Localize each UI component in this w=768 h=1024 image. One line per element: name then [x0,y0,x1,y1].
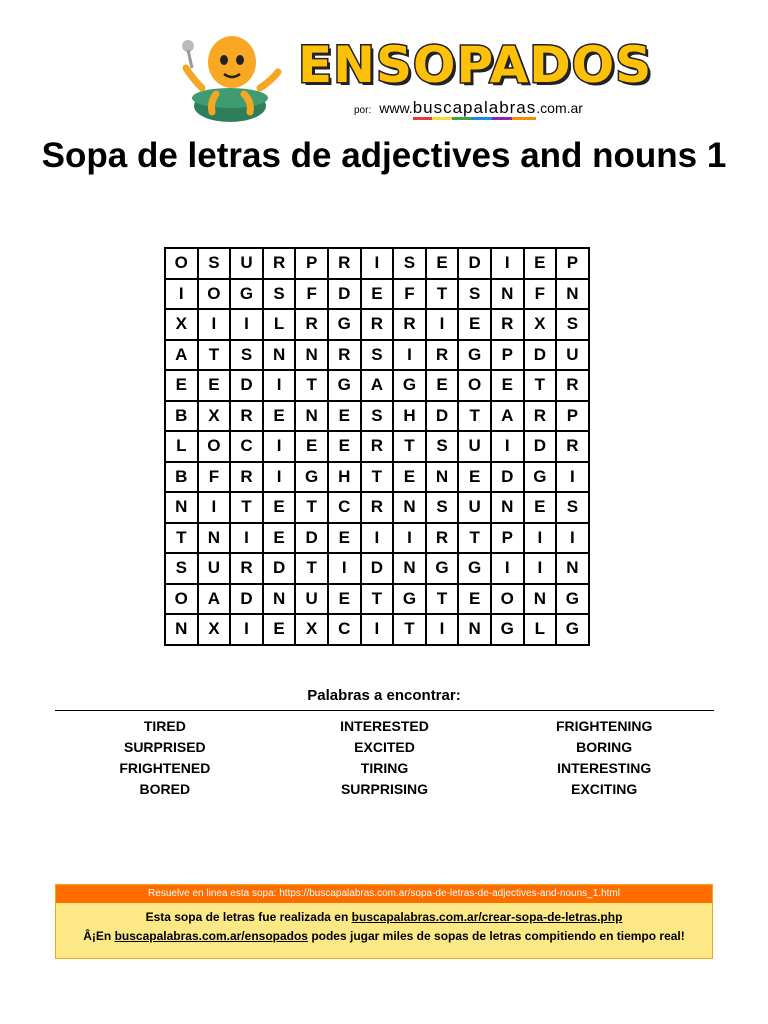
grid-cell[interactable]: E [458,309,491,340]
grid-cell[interactable]: S [426,492,459,523]
divider [55,710,714,711]
words-heading: Palabras a encontrar: [307,687,461,704]
grid-cell[interactable]: D [295,523,328,554]
grid-cell[interactable]: I [361,248,394,279]
grid-cell[interactable]: I [393,523,426,554]
url-suffix: .com.ar [536,100,583,116]
grid-cell[interactable]: N [491,279,524,310]
grid-cell[interactable]: T [524,370,557,401]
grid-cell[interactable]: I [230,309,263,340]
grid-cell[interactable]: E [198,370,231,401]
ensopados-logo [298,34,653,134]
word-item: TIRING [360,760,409,776]
grid-row [165,584,589,615]
grid-cell[interactable]: E [491,370,524,401]
footer-line-ensopados [56,929,712,943]
octopus-mascot-icon [182,28,282,124]
grid-cell[interactable]: P [491,523,524,554]
grid-cell[interactable]: U [458,492,491,523]
grid-cell[interactable]: N [165,614,198,645]
grid-cell[interactable]: H [328,462,361,493]
grid-row [165,401,589,432]
grid-row [165,309,589,340]
grid-cell[interactable]: A [491,401,524,432]
grid-cell[interactable]: N [458,614,491,645]
grid-cell[interactable]: E [328,401,361,432]
grid-cell[interactable]: T [361,584,394,615]
grid-cell[interactable]: E [458,462,491,493]
grid-cell[interactable]: E [328,431,361,462]
grid-cell[interactable]: O [165,584,198,615]
grid-cell[interactable]: E [393,462,426,493]
grid-cell[interactable]: I [198,492,231,523]
grid-cell[interactable]: D [361,553,394,584]
grid-cell[interactable]: E [426,248,459,279]
grid-cell[interactable]: S [426,431,459,462]
grid-cell[interactable]: G [556,584,589,615]
grid-cell[interactable]: C [328,614,361,645]
grid-cell[interactable]: T [230,492,263,523]
grid-cell[interactable]: D [524,340,557,371]
grid-cell[interactable]: O [198,279,231,310]
grid-cell[interactable]: E [295,431,328,462]
grid-cell[interactable]: N [263,340,296,371]
grid-cell[interactable]: N [263,584,296,615]
grid-cell[interactable]: G [393,370,426,401]
grid-cell[interactable]: I [556,523,589,554]
grid-cell[interactable]: E [361,279,394,310]
grid-cell[interactable]: D [524,431,557,462]
grid-cell[interactable]: I [263,462,296,493]
grid-cell[interactable]: D [230,584,263,615]
grid-cell[interactable]: N [393,553,426,584]
grid-cell[interactable]: L [263,309,296,340]
grid-cell[interactable]: T [458,401,491,432]
grid-cell[interactable]: N [556,553,589,584]
por-label: por: [354,105,372,116]
logo-text: ENSOPADOS [298,36,653,94]
grid-cell[interactable]: N [491,492,524,523]
word-item: FRIGHTENING [555,718,653,734]
footer-line1-text: Esta sopa de letras fue realizada en [145,910,352,924]
word-item: BORED [139,781,191,797]
grid-cell[interactable]: R [361,309,394,340]
grid-cell[interactable]: E [263,614,296,645]
footer-box [55,884,713,959]
grid-cell[interactable]: D [230,370,263,401]
grid-cell[interactable]: N [524,584,557,615]
page-title: Sopa de letras de adjectives and nouns 1 [41,136,727,175]
grid-cell[interactable]: E [263,523,296,554]
grid-cell[interactable]: R [230,462,263,493]
grid-cell[interactable]: T [393,614,426,645]
grid-cell[interactable]: I [491,431,524,462]
word-item: INTERESTED [340,718,429,734]
grid-cell[interactable]: B [165,462,198,493]
grid-cell[interactable]: N [295,340,328,371]
grid-cell[interactable]: E [263,492,296,523]
footer-line2-suffix: podes jugar miles de sopas de letras compitiendo en tiempo real! [307,929,685,943]
grid-cell[interactable]: P [491,340,524,371]
grid-cell[interactable]: S [556,309,589,340]
word-item: BORING [576,739,633,755]
grid-cell[interactable]: S [458,279,491,310]
grid-cell[interactable]: T [361,462,394,493]
grid-cell[interactable]: T [295,370,328,401]
grid-cell[interactable]: R [328,340,361,371]
grid-cell[interactable]: I [165,279,198,310]
grid-cell[interactable]: O [458,370,491,401]
grid-cell[interactable]: I [361,614,394,645]
grid-cell[interactable]: I [491,248,524,279]
grid-row [165,279,589,310]
grid-cell[interactable]: T [295,553,328,584]
grid-cell[interactable]: R [524,401,557,432]
word-item: EXCITING [571,781,638,797]
grid-cell[interactable]: I [491,553,524,584]
grid-row [165,248,589,279]
grid-cell[interactable]: A [165,340,198,371]
grid-cell[interactable]: F [393,279,426,310]
grid-cell[interactable]: R [426,340,459,371]
grid-cell[interactable]: X [295,614,328,645]
grid-cell[interactable]: N [556,279,589,310]
grid-cell[interactable]: P [295,248,328,279]
grid-cell[interactable]: O [491,584,524,615]
grid-cell[interactable]: D [263,553,296,584]
ensopados-link[interactable]: buscapalabras.com.ar/ensopados [114,929,308,943]
grid-cell[interactable]: I [230,523,263,554]
grid-cell[interactable]: S [198,248,231,279]
grid-cell[interactable]: P [556,401,589,432]
word-list [55,716,714,800]
grid-cell[interactable]: G [393,584,426,615]
grid-cell[interactable]: H [393,401,426,432]
grid-cell[interactable]: D [458,248,491,279]
grid-row [165,614,589,645]
grid-cell[interactable]: I [556,462,589,493]
grid-cell[interactable]: R [556,431,589,462]
grid-cell[interactable]: T [426,279,459,310]
grid-cell[interactable]: R [230,553,263,584]
grid-cell[interactable]: U [295,584,328,615]
grid-cell[interactable]: I [426,614,459,645]
grid-row [165,523,589,554]
grid-cell[interactable]: E [524,492,557,523]
grid-cell[interactable]: S [263,279,296,310]
grid-cell[interactable]: S [165,553,198,584]
grid-cell[interactable]: R [263,248,296,279]
grid-cell[interactable]: I [263,370,296,401]
grid-cell[interactable]: N [198,523,231,554]
grid-cell[interactable]: E [328,584,361,615]
grid-cell[interactable]: U [198,553,231,584]
grid-cell[interactable]: E [426,370,459,401]
grid-cell[interactable]: N [165,492,198,523]
grid-cell[interactable]: O [198,431,231,462]
grid-cell[interactable]: R [491,309,524,340]
footer-line-create [56,910,712,924]
grid-row [165,492,589,523]
word-item: SURPRISED [123,739,206,755]
grid-cell[interactable]: S [230,340,263,371]
solve-online-link[interactable]: Resuelve en linea esta sopa: https://buscapalabras.com.ar/sopa-de-letras-de-adjectives-and-nouns_1.html [56,885,712,903]
grid-cell[interactable]: E [524,248,557,279]
grid-cell[interactable]: R [295,309,328,340]
grid-cell[interactable]: R [556,370,589,401]
grid-cell[interactable]: D [426,401,459,432]
grid-cell[interactable]: G [491,614,524,645]
header [0,28,768,128]
grid-cell[interactable]: X [524,309,557,340]
grid-cell[interactable]: I [426,309,459,340]
grid-cell[interactable]: R [426,523,459,554]
grid-cell[interactable]: G [458,340,491,371]
grid-cell[interactable]: R [328,248,361,279]
grid-cell[interactable]: E [263,401,296,432]
letter-grid [164,247,590,646]
grid-cell[interactable]: T [165,523,198,554]
grid-cell[interactable]: A [361,370,394,401]
word-column [494,716,714,800]
grid-row [165,553,589,584]
grid-cell[interactable]: I [230,614,263,645]
grid-cell[interactable]: N [393,492,426,523]
grid-cell[interactable]: U [230,248,263,279]
site-url[interactable] [354,98,583,118]
grid-cell[interactable]: C [230,431,263,462]
grid-cell[interactable]: F [198,462,231,493]
grid-cell[interactable]: G [458,553,491,584]
grid-cell[interactable]: I [524,553,557,584]
grid-cell[interactable]: O [165,248,198,279]
grid-cell[interactable]: S [556,492,589,523]
grid-cell[interactable]: T [295,492,328,523]
grid-cell[interactable]: D [491,462,524,493]
word-column [55,716,275,800]
grid-cell[interactable]: T [426,584,459,615]
grid-cell[interactable]: I [393,340,426,371]
grid-cell[interactable]: P [556,248,589,279]
grid-cell[interactable]: T [458,523,491,554]
url-prefix: www. [379,100,413,116]
grid-cell[interactable]: E [165,370,198,401]
grid-cell[interactable]: G [524,462,557,493]
grid-cell[interactable]: X [165,309,198,340]
grid-cell[interactable]: L [524,614,557,645]
grid-cell[interactable]: E [328,523,361,554]
grid-cell[interactable]: S [393,248,426,279]
grid-cell[interactable]: A [198,584,231,615]
grid-cell[interactable]: I [524,523,557,554]
grid-cell[interactable]: G [230,279,263,310]
grid-cell[interactable]: F [295,279,328,310]
grid-cell[interactable]: N [426,462,459,493]
grid-row [165,370,589,401]
grid-cell[interactable]: R [393,309,426,340]
grid-cell[interactable]: G [556,614,589,645]
grid-cell[interactable]: L [165,431,198,462]
grid-cell[interactable]: G [328,370,361,401]
grid-cell[interactable]: T [393,431,426,462]
grid-cell[interactable]: T [198,340,231,371]
grid-cell[interactable]: S [361,401,394,432]
grid-cell[interactable]: I [263,431,296,462]
word-item: EXCITED [354,739,415,755]
grid-cell[interactable]: R [230,401,263,432]
url-brand: buscapalabras [413,98,537,120]
grid-cell[interactable]: F [524,279,557,310]
create-puzzle-link[interactable]: buscapalabras.com.ar/crear-sopa-de-letras.php [351,910,623,924]
footer-line2-prefix: Â¡En [83,929,115,943]
grid-cell[interactable]: D [328,279,361,310]
grid-cell[interactable]: E [458,584,491,615]
grid-cell[interactable]: R [361,431,394,462]
word-item: INTERESTING [557,760,652,776]
word-item: SURPRISING [340,781,429,797]
grid-cell[interactable]: G [295,462,328,493]
grid-row [165,462,589,493]
grid-cell[interactable]: X [198,614,231,645]
grid-cell[interactable]: X [198,401,231,432]
grid-cell[interactable]: I [198,309,231,340]
grid-cell[interactable]: S [361,340,394,371]
grid-cell[interactable]: R [361,492,394,523]
grid-cell[interactable]: B [165,401,198,432]
grid-cell[interactable]: I [361,523,394,554]
grid-row [165,340,589,371]
word-item: TIRED [143,718,186,734]
grid-cell[interactable]: G [426,553,459,584]
grid-cell[interactable]: U [458,431,491,462]
word-item: FRIGHTENED [119,760,211,776]
grid-cell[interactable]: G [328,309,361,340]
grid-cell[interactable]: I [328,553,361,584]
grid-cell[interactable]: N [295,401,328,432]
grid-cell[interactable]: C [328,492,361,523]
word-column [275,716,495,800]
grid-row [165,431,589,462]
grid-cell[interactable]: U [556,340,589,371]
